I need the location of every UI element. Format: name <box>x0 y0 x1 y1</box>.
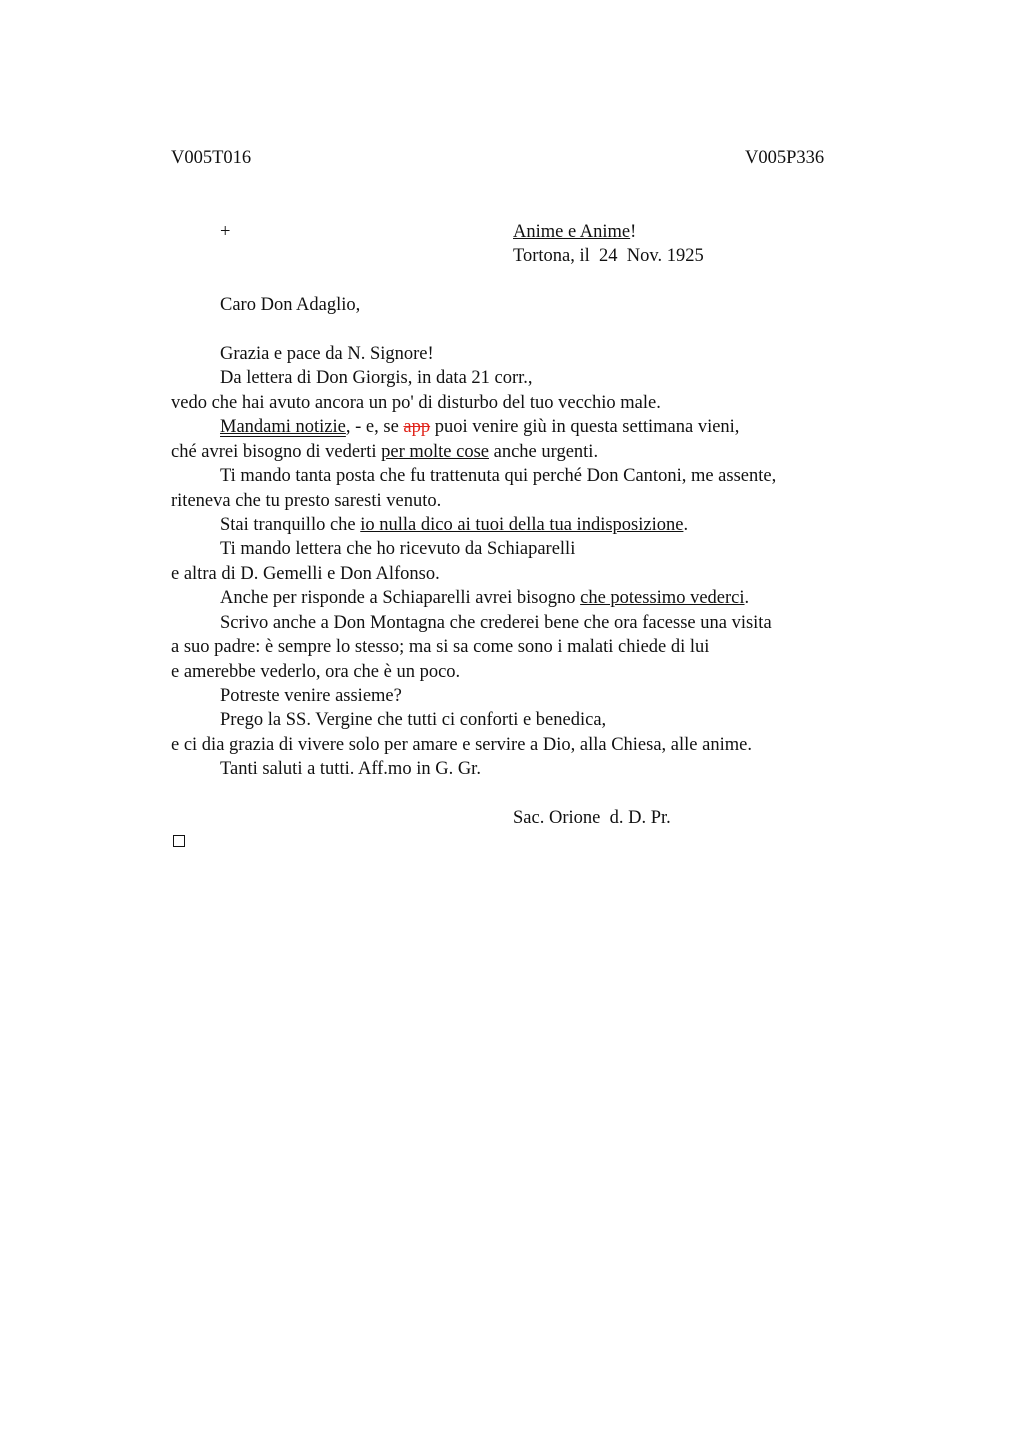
body-line-12: Scrivo anche a Don Montagna che crederei bene che ora facesse una visita <box>220 613 772 633</box>
underlined-text: che potessimo vederci <box>580 588 745 608</box>
body-line-4-part-b: , - e, se <box>345 417 404 437</box>
body-line-17: e ci dia grazia di vivere solo per amare e servire a Dio, alla Chiesa, alle anime. <box>171 735 752 755</box>
body-line-5 <box>171 440 598 464</box>
double-underlined-text: Mandami notizie <box>220 417 346 437</box>
document-code-left: V005T016 <box>171 148 252 168</box>
place-date: Tortona, il 24 Nov. 1925 <box>513 246 704 266</box>
body-line-13: a suo padre: è sempre lo stesso; ma si sa come sono i malati chiede di lui <box>171 637 710 657</box>
signature: Sac. Orione d. D. Pr. <box>513 808 671 828</box>
body-line-11 <box>220 586 749 610</box>
end-of-document-square-icon <box>173 835 185 847</box>
salutation: Caro Don Adaglio, <box>220 295 361 315</box>
body-line-15: Potreste venire assieme? <box>220 686 402 706</box>
motto-punct: ! <box>630 222 637 242</box>
body-line-8-part-a: Stai tranquillo che <box>220 515 361 535</box>
body-line-18: Tanti saluti a tutti. Aff.mo in G. Gr. <box>220 759 481 779</box>
body-line-4 <box>220 415 739 439</box>
body-line-10: e altra di D. Gemelli e Don Alfonso. <box>171 564 440 584</box>
underlined-text: io nulla dico ai tuoi della tua indisposizione <box>360 515 684 535</box>
body-line-7: riteneva che tu presto saresti venuto. <box>171 491 442 511</box>
body-line-11-part-b: . <box>744 588 750 608</box>
body-line-9: Ti mando lettera che ho ricevuto da Schiaparelli <box>220 539 576 559</box>
body-line-8-part-b: . <box>683 515 689 535</box>
motto <box>513 220 636 244</box>
body-line-16: Prego la SS. Vergine che tutti ci conforti e benedica, <box>220 710 607 730</box>
body-line-5-part-b: anche urgenti. <box>489 442 599 462</box>
body-line-6: Ti mando tanta posta che fu trattenuta qui perché Don Cantoni, me assente, <box>220 466 777 486</box>
body-line-11-part-a: Anche per risponde a Schiaparelli avrei bisogno <box>220 588 581 608</box>
body-line-4-part-c: puoi venire giù in questa settimana vieni, <box>430 417 740 437</box>
motto-text: Anime e Anime <box>513 222 631 242</box>
body-line-2: Da lettera di Don Giorgis, in data 21 corr., <box>220 368 533 388</box>
body-line-14: e amerebbe vederlo, ora che è un poco. <box>171 662 461 682</box>
body-line-8 <box>220 513 688 537</box>
body-line-3: vedo che hai avuto ancora un po' di disturbo del tuo vecchio male. <box>171 393 661 413</box>
underlined-text: per molte cose <box>381 442 489 462</box>
body-line-1: Grazia e pace da N. Signore! <box>220 344 434 364</box>
cross-mark: + <box>220 222 231 242</box>
page-code-right: V005P336 <box>745 148 825 168</box>
deleted-text: app <box>403 417 431 437</box>
body-line-5-part-a: ché avrei bisogno di vederti <box>171 442 382 462</box>
